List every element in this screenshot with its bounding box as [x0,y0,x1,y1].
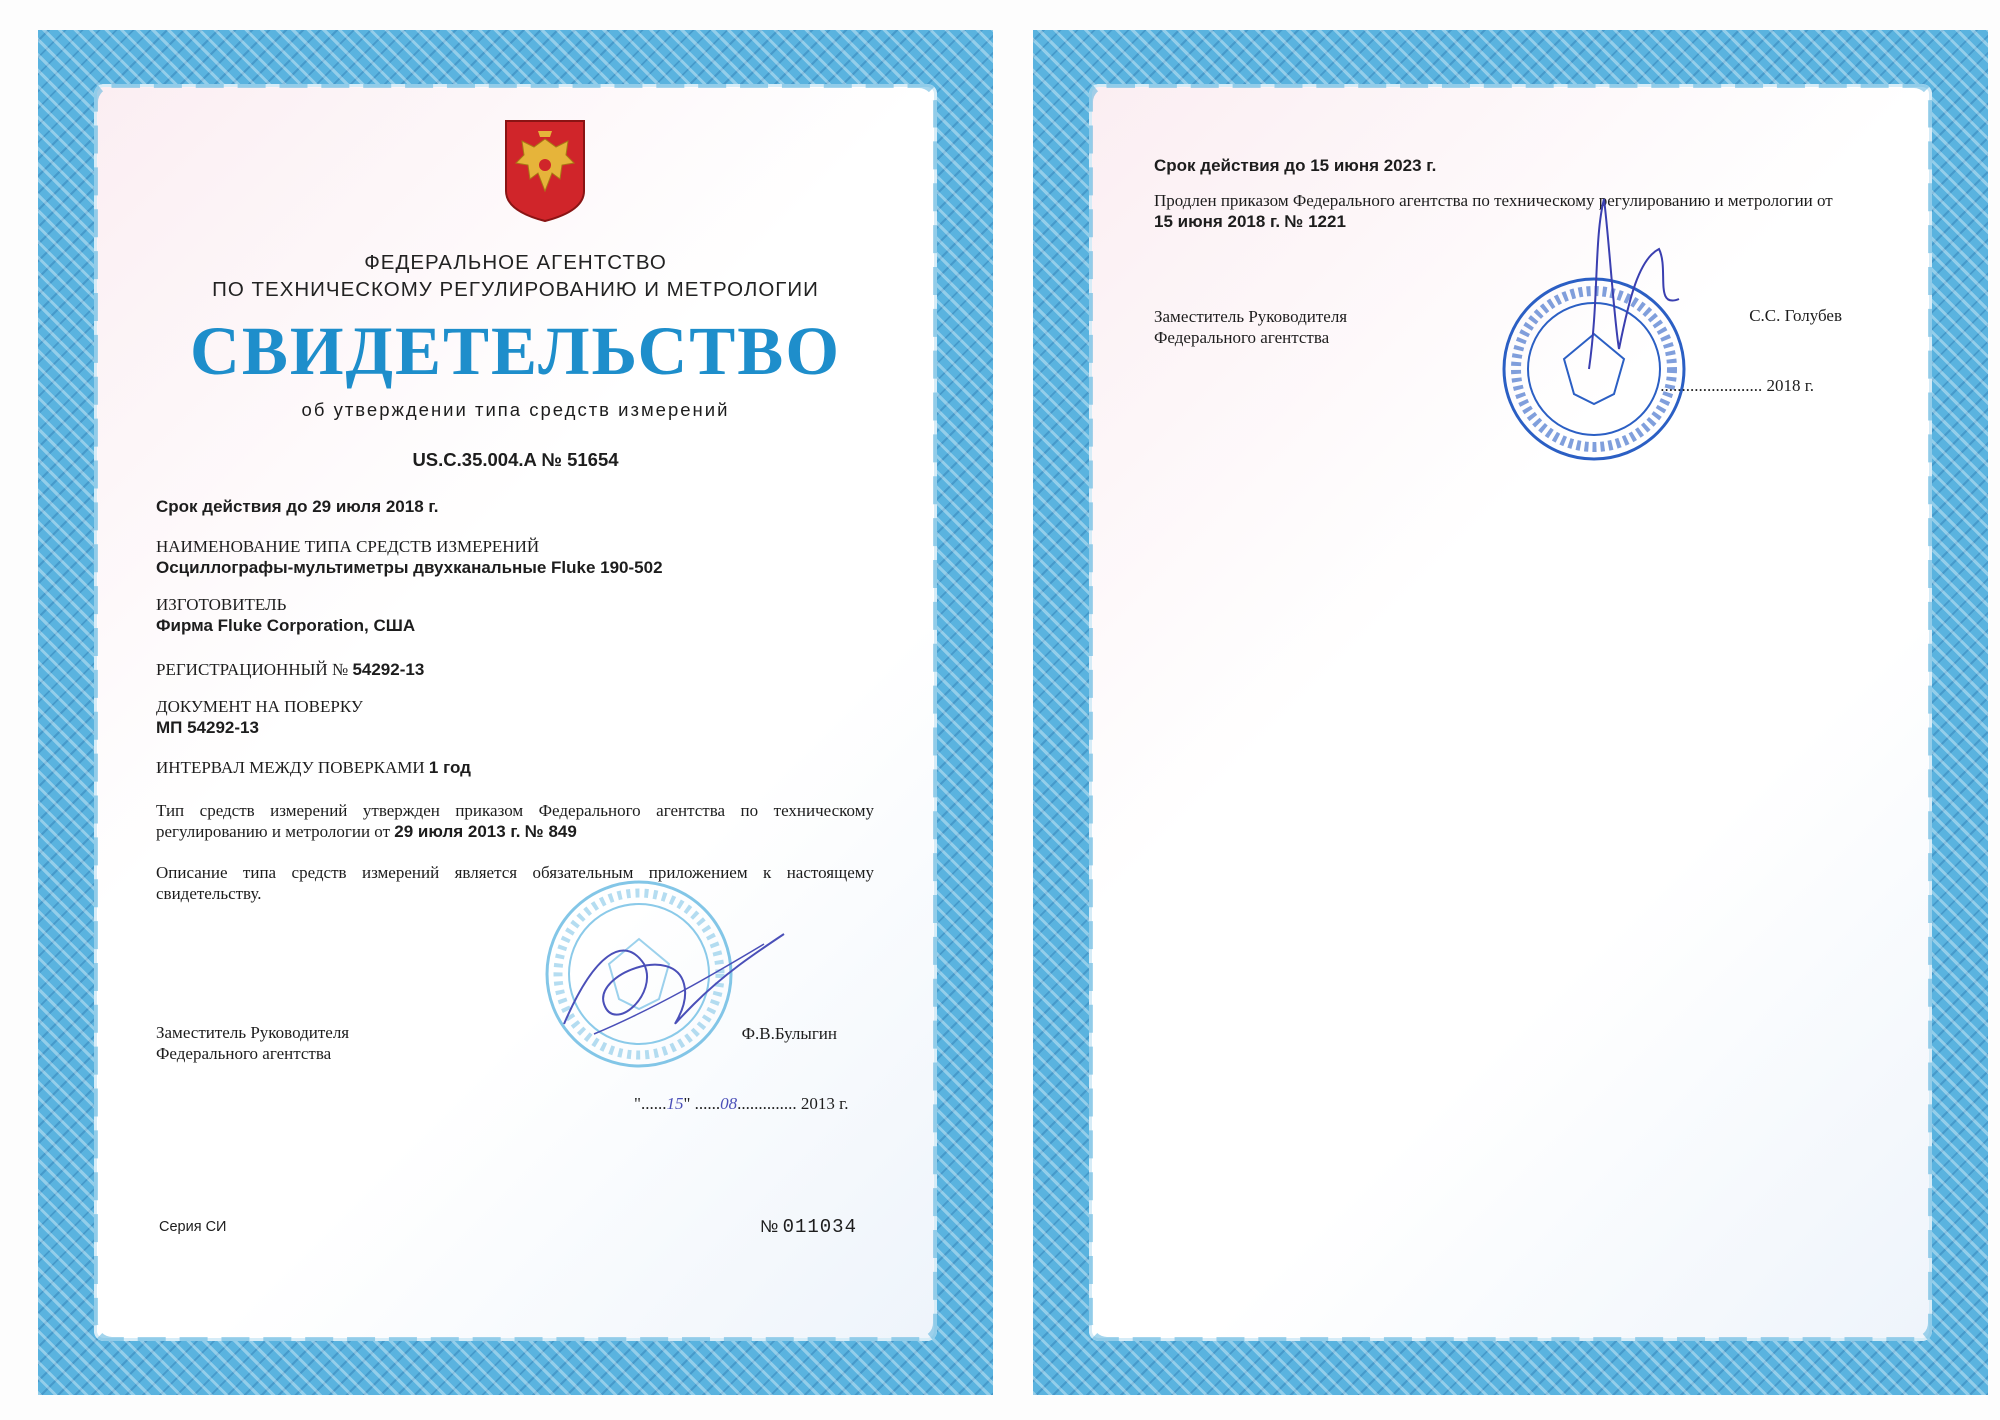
signing-date [634,1094,848,1114]
extension-order: № 1221 [1284,212,1346,231]
extended-validity-label: Срок действия до [1154,156,1306,175]
date-year: 2013 г. [800,1094,849,1113]
type-name-value: Осциллографы-мультиметры двухканальные Fluke 190-502 [156,558,663,577]
registration-value: 54292-13 [352,660,425,679]
signatory-role-line-1: Заместитель Руководителя [156,1023,350,1042]
russian-coat-of-arms-icon [504,119,586,223]
date-right-year: 2018 г. [1766,376,1814,395]
date-quote-open: " [634,1094,641,1113]
verification-doc-block [156,696,363,738]
approval-text [156,800,874,842]
date-day: 15 [666,1094,684,1113]
registration-label: РЕГИСТРАЦИОННЫЙ № [156,660,349,679]
extension-text [1154,190,1844,232]
description-text: Описание типа средств измерений является обязательным приложением к настоящему свидетельству. [156,863,874,903]
date-quote-close: " [683,1094,691,1113]
type-name-label: НАИМЕНОВАНИЕ ТИПА СРЕДСТВ ИЗМЕРЕНИЙ [156,537,540,556]
validity-value: 29 июля 2018 г. [312,497,439,516]
agency-name [94,249,937,303]
certificate-code: US.C.35.004.A [412,449,537,470]
date-dots-2: ...... [694,1094,721,1113]
extension-date: 15 июня 2018 г. [1154,212,1281,231]
certificate-back-body [1089,84,1932,1341]
certificate-back-page [1033,30,1988,1395]
type-name-block [156,536,663,578]
extended-validity-line [1154,156,1436,176]
serial-value: 011034 [782,1216,857,1238]
number-sign: № [541,449,562,470]
validity-line [156,496,438,517]
series-label: Серия СИ [159,1219,227,1235]
interval-value: 1 год [428,758,471,777]
signatory-role-right-line-2: Федерального агентства [1154,328,1330,347]
signatory-role-right-line-1: Заместитель Руководителя [1154,307,1348,326]
certificate-front-page [38,30,993,1395]
certificate-body [94,84,937,1341]
registration-line [156,659,424,680]
manufacturer-label: ИЗГОТОВИТЕЛЬ [156,595,287,614]
date-dots-3: .............. [737,1094,797,1113]
certificate-subtitle: об утверждении типа средств измерений [301,399,730,420]
approval-order: № 849 [524,822,577,841]
signing-date-right [1660,376,1814,396]
signatory-role-line-2: Федерального агентства [156,1044,332,1063]
serial-sign: № [760,1217,779,1236]
date-month: 08 [720,1094,738,1113]
certificate-number [94,449,937,471]
approval-date: 29 июля 2013 г. [394,822,521,841]
verification-doc-value: МП 54292-13 [156,718,259,737]
certificate-title: СВИДЕТЕЛЬСТВО [189,313,841,389]
signer-name: Ф.В.Булыгин [741,1024,837,1043]
signer-name-right: С.С. Голубев [1749,306,1842,325]
serial-number [760,1216,857,1238]
validity-label: Срок действия до [156,497,308,516]
interval-line [156,757,471,778]
manufacturer-value: Фирма Fluke Corporation, США [156,616,416,635]
date-right-dots: ........................ [1660,376,1763,395]
extension-sentence: Продлен приказом Федерального агентства по техническому регулированию и метрологии от [1154,191,1833,210]
approval-sentence: Тип средств измерений утвержден приказом Федерального агентства по техническому регулированию и метрологии от [156,801,874,841]
agency-line-2: ПО ТЕХНИЧЕСКОМУ РЕГУЛИРОВАНИЮ И МЕТРОЛОГИИ [212,278,819,301]
extended-validity-value: 15 июня 2023 г. [1310,156,1437,175]
manufacturer-block [156,594,415,636]
certificate-number-value: 51654 [567,449,619,470]
date-dots-1: ...... [640,1094,667,1113]
signature-right [1559,179,1709,409]
signatory-role [156,1022,349,1064]
verification-doc-label: ДОКУМЕНТ НА ПОВЕРКУ [156,697,363,716]
signatory-role-right [1154,306,1347,348]
agency-line-1: ФЕДЕРАЛЬНОЕ АГЕНТСТВО [364,251,667,274]
interval-label: ИНТЕРВАЛ МЕЖДУ ПОВЕРКАМИ [156,758,425,777]
